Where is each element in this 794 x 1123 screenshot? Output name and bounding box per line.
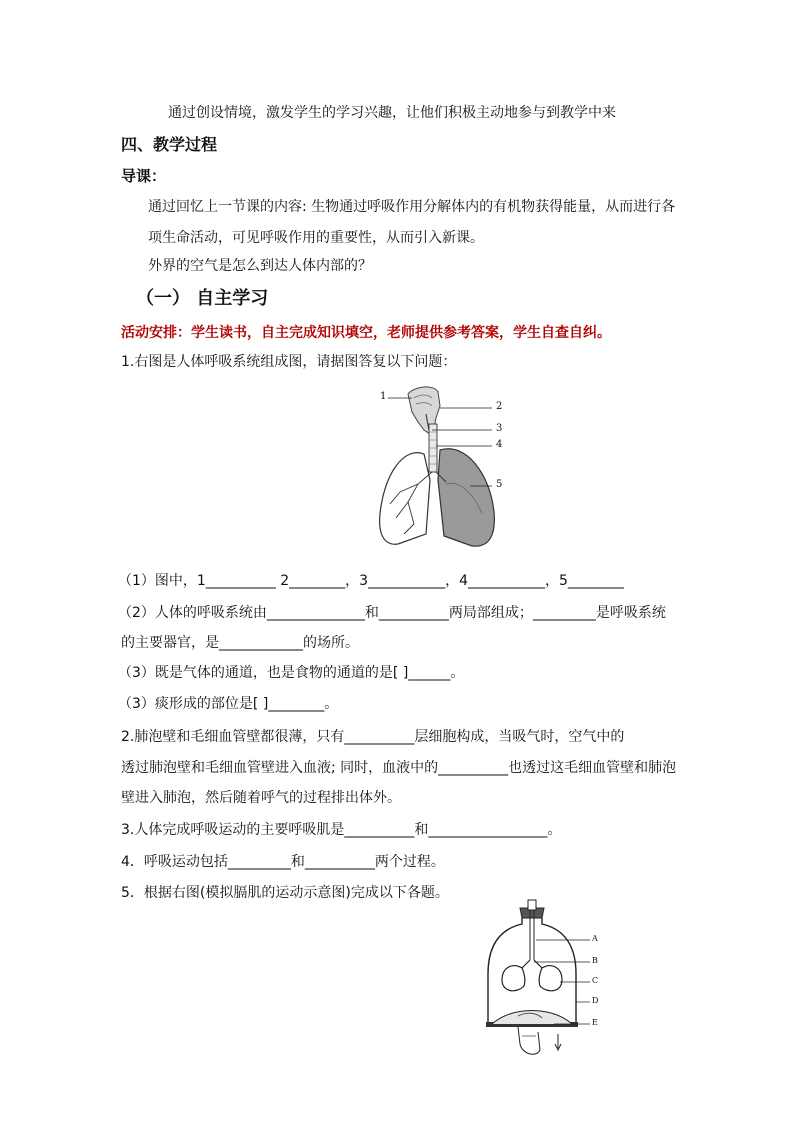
question-1-intro: 1.右图是人体呼吸系统组成图，请据图答复以下问题： [121,354,457,370]
question-3: 3.人体完成呼吸运动的主要呼吸肌是__________和_________________。 [121,822,562,838]
activity-note: 活动安排：学生读书，自主完成知识填空，老师提供参考答案，学生自查自纠。 [121,325,611,341]
question-2-line-3: 壁进入肺泡，然后随着呼气的过程排出体外。 [121,790,401,806]
figure1-label-4: 4 [496,439,503,450]
lead-in-label: 导课： [121,167,167,185]
respiratory-system-figure [374,384,510,552]
question-1-2-line-1: （2）人体的呼吸系统由______________和__________两局部组成；_________是呼吸系统 [118,605,666,621]
figure2-label-b: B [592,956,598,965]
figure2-label-e: E [592,1018,598,1027]
figure1-label-2: 2 [496,401,503,412]
figure1-label-3: 3 [496,423,503,434]
question-1-4: （3）痰形成的部位是[ ]________。 [118,696,339,712]
question-1-3: （3）既是气体的通道，也是食物的通道的是[ ]______。 [118,665,465,681]
question-5: 5．根据右图(模拟膈肌的运动示意图)完成以下各题。 [121,885,449,901]
section-title: 四、教学过程 [121,135,218,154]
question-1-1: （1）图中，1__________ 2________，3___________，4___________，5________ [118,573,624,589]
intro-line: 通过创设情境，激发学生的学习兴趣，让他们积极主动地参与到教学中来 [168,105,616,121]
lead-in-question: 外界的空气是怎么到达人体内部的？ [148,258,372,274]
figure2-label-a: A [592,934,598,943]
lead-in-paragraph-line-1: 通过回忆上一节课的内容: 生物通过呼吸作用分解体内的有机物获得能量，从而进行各 [148,199,676,215]
figure2-label-c: C [592,976,599,985]
subsection-title: （一） 自主学习 [136,288,269,309]
question-1-2-line-2: 的主要器官，是____________的场所。 [121,635,359,651]
question-2-line-2: 透过肺泡壁和毛细血管壁进入血液; 同时，血液中的__________也透过这毛细血管壁和肺泡 [121,760,677,776]
question-4: 4．呼吸运动包括_________和__________两个过程。 [121,854,445,870]
figure1-label-1: 1 [380,391,387,402]
lead-in-paragraph-line-2: 项生命活动，可见呼吸作用的重要性，从而引入新课。 [148,230,484,246]
diaphragm-model-figure [482,894,602,1066]
question-2-line-1: 2.肺泡壁和毛细血管壁都很薄，只有__________层细胞构成，当吸气时，空气中的 [121,729,625,745]
figure1-label-5: 5 [496,479,503,490]
figure2-label-d: D [592,996,599,1005]
